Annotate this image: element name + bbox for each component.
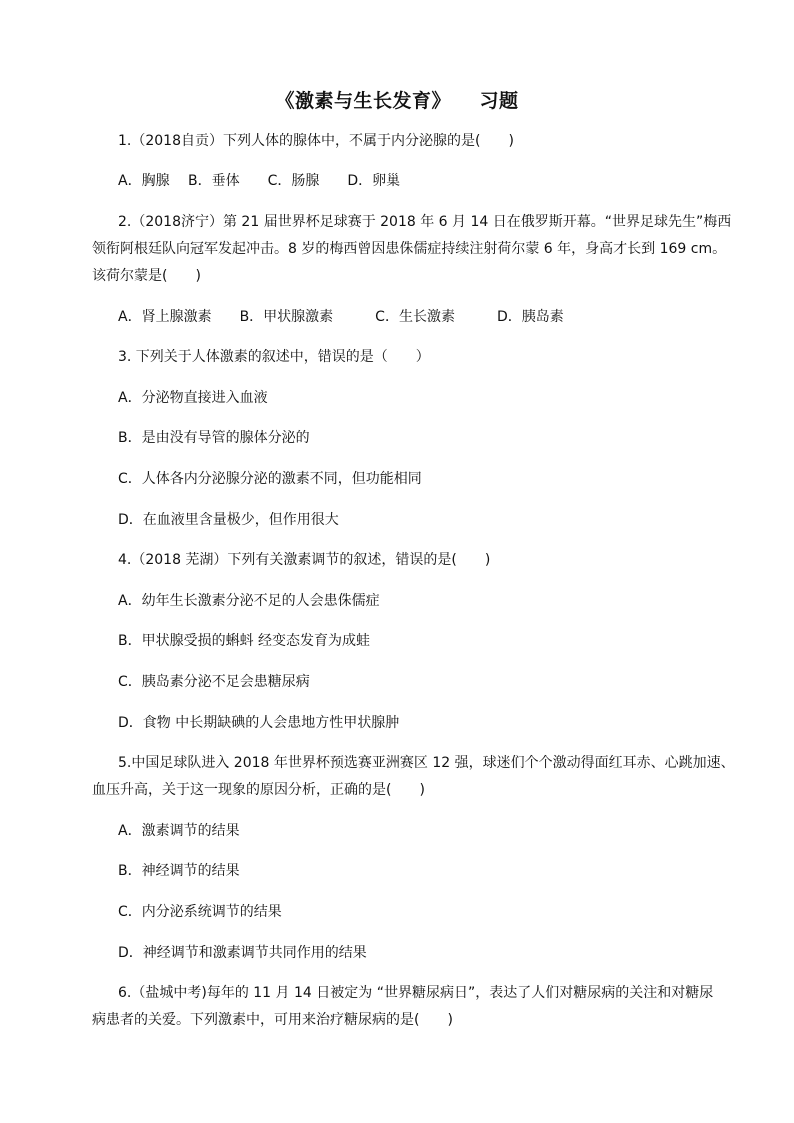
question-4-option-c: C．胰岛素分泌不足会患糖尿病 [118, 674, 310, 690]
question-5-option-d: D．神经调节和激素调节共同作用的结果 [118, 945, 367, 961]
question-2-line-3: 该荷尔蒙是( ) [92, 268, 201, 284]
question-3: 3. 下列关于人体激素的叙述中，错误的是（ ） [118, 349, 430, 365]
question-4-option-b: B．甲状腺受损的蝌蚪 经变态发育为成蛙 [118, 633, 371, 649]
question-2-line-2: 领衔阿根廷队向冠军发起冲击。8 岁的梅西曾因患侏儒症持续注射荷尔蒙 6 年，身高才长到 169 cm。 [92, 241, 727, 257]
question-4: 4.（2018 芜湖）下列有关激素调节的叙述，错误的是( ) [118, 552, 491, 568]
question-5-option-c: C．内分泌系统调节的结果 [118, 904, 282, 920]
question-5: 5.中国足球队进入 2018 年世界杯预选赛亚洲赛区 12 强，球迷们个个激动得面红耳赤、心跳加速、 [118, 755, 735, 771]
question-1: 1.（2018自贡）下列人体的腺体中，不属于内分泌腺的是( ) [118, 133, 514, 149]
question-2: 2.（2018济宁）第 21 届世界杯足球赛于 2018 年 6 月 14 日在俄罗斯开幕。“世界足球先生”梅西 [118, 214, 732, 230]
question-2-options: A．肾上腺激素 B．甲状腺激素 C．生长激素 D．胰岛素 [118, 309, 564, 325]
question-1-options: A．胸腺 B．垂体 C．肠腺 D．卵巢 [118, 173, 401, 189]
question-4-option-d: D．食物 中长期缺碘的人会患地方性甲状腺肿 [118, 715, 400, 731]
question-5-option-a: A．激素调节的结果 [118, 823, 240, 839]
question-6: 6.（盐城中考)每年的 11 月 14 日被定为 “世界糖尿病日”，表达了人们对糖尿病的关注和对糖尿 [118, 985, 714, 1001]
question-4-option-a: A．幼年生长激素分泌不足的人会患侏儒症 [118, 593, 380, 609]
question-3-option-d: D．在血液里含量极少，但作用很大 [118, 512, 339, 528]
question-5-option-b: B．神经调节的结果 [118, 863, 240, 879]
question-5-line-2: 血压升高，关于这一现象的原因分析，正确的是( ) [92, 782, 425, 798]
question-6-line-2: 病患者的关爱。下列激素中，可用来治疗糖尿病的是( ) [92, 1012, 453, 1028]
question-3-option-b: B．是由没有导管的腺体分泌的 [118, 430, 310, 446]
question-3-option-c: C．人体各内分泌腺分泌的激素不同，但功能相同 [118, 471, 422, 487]
document-title: 《激素与生长发育》 习题 [275, 90, 519, 112]
question-3-option-a: A．分泌物直接进入血液 [118, 390, 268, 406]
